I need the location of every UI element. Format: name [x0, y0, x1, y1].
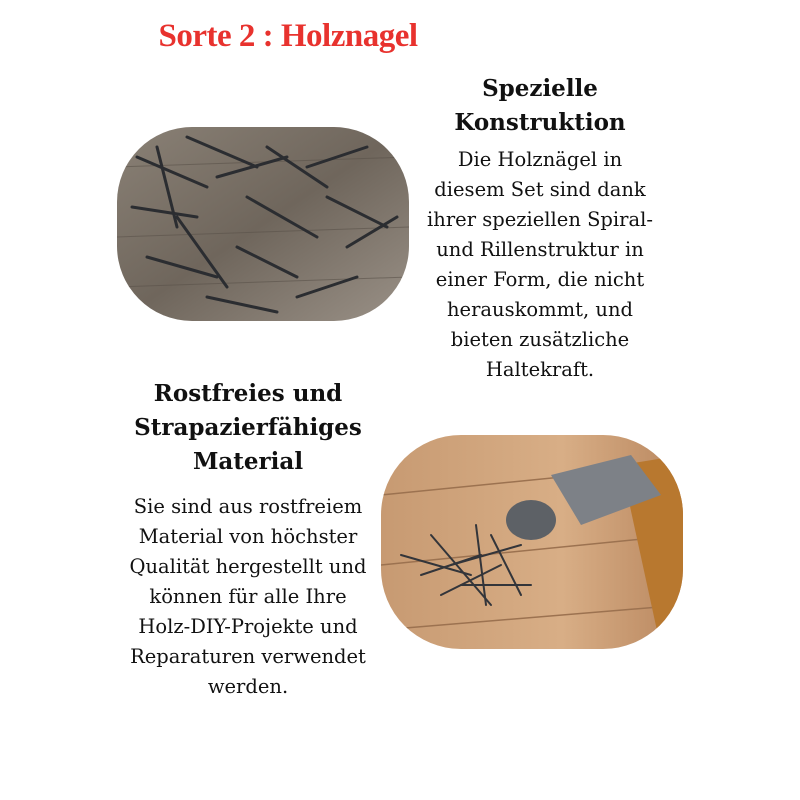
body-line: Qualität hergestellt und — [129, 555, 367, 578]
body-line: bieten zusätzliche — [450, 328, 630, 351]
section2-heading — [108, 377, 388, 479]
body-line: werden. — [207, 675, 289, 698]
body-line: ihrer speziellen Spiral- — [427, 208, 653, 231]
nails-on-wood-image — [117, 127, 409, 321]
section1-heading — [400, 72, 680, 140]
section1-body — [400, 145, 680, 385]
heading-line: Rostfreies und — [153, 380, 343, 407]
heading-line: Strapazierfähiges — [134, 414, 362, 441]
body-line: einer Form, die nicht — [435, 268, 645, 291]
body-line: diesem Set sind dank — [434, 178, 646, 201]
section2-body — [108, 492, 388, 702]
body-line: können für alle Ihre — [149, 585, 347, 608]
page-title: Sorte 2 : Holznagel — [158, 18, 418, 54]
heading-line: Material — [192, 448, 304, 475]
body-line: herauskommt, und — [447, 298, 633, 321]
body-line: Reparaturen verwendet — [130, 645, 366, 668]
heading-line: Konstruktion — [454, 109, 626, 136]
body-line: Material von höchster — [138, 525, 358, 548]
hammer-and-nails-image — [381, 435, 683, 649]
body-line: Haltekraft. — [485, 358, 595, 381]
heading-line: Spezielle — [482, 75, 598, 102]
body-line: Die Holznägel in — [457, 148, 623, 171]
body-line: Holz-DIY-Projekte und — [138, 615, 358, 638]
body-line: Sie sind aus rostfreiem — [133, 495, 363, 518]
body-line: und Rillenstruktur in — [436, 238, 644, 261]
